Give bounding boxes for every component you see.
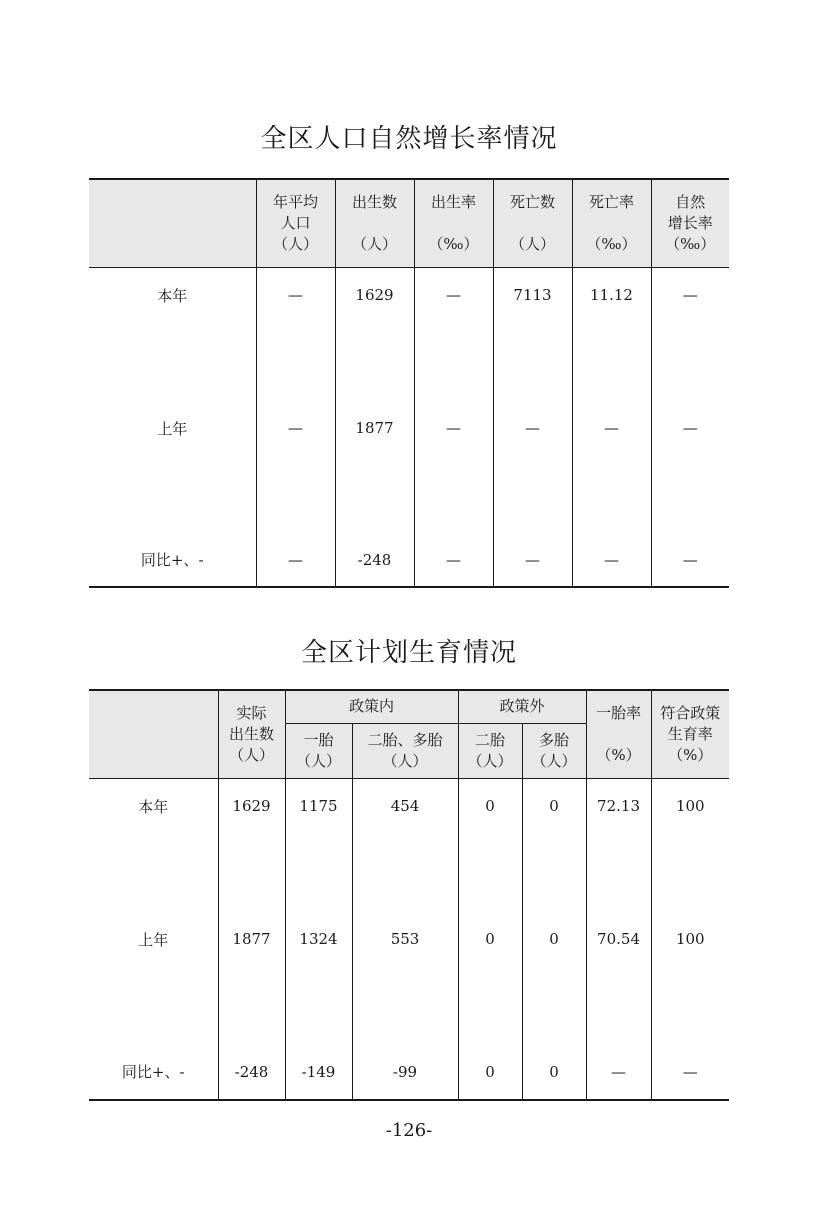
table-row [89, 533, 729, 587]
cell: — [572, 533, 651, 587]
header-deaths: 死亡数 （人） [493, 179, 572, 267]
cell: 1877 [335, 323, 414, 533]
row-label: 本年 [157, 286, 188, 305]
row-label: 本年 [138, 797, 169, 816]
table-row [89, 834, 729, 1044]
cell: 1324 [285, 834, 352, 1044]
table-row [89, 323, 729, 533]
cell: 0 [522, 834, 586, 1044]
cell: 0 [458, 1044, 522, 1100]
header-policy-out: 政策外 [458, 690, 586, 723]
cell: 1877 [218, 834, 285, 1044]
cell: -99 [352, 1044, 458, 1100]
header-policy-in: 政策内 [285, 690, 458, 723]
population-growth-table [89, 178, 729, 588]
cell: 100 [651, 834, 729, 1044]
cell: — [651, 323, 729, 533]
cell: 100 [651, 778, 729, 834]
cell: — [651, 267, 729, 323]
page-number: -126- [385, 1120, 433, 1141]
row-label: 上年 [157, 419, 188, 438]
header-natural-growth-rate: 自然 增长率 （‰） [651, 179, 729, 267]
table-row [89, 778, 729, 834]
row-label: 上年 [138, 930, 169, 949]
cell: 0 [458, 778, 522, 834]
cell: — [493, 323, 572, 533]
header-actual-births: 实际 出生数 （人） [218, 690, 285, 778]
row-label: 同比+、- [140, 551, 204, 569]
cell: — [256, 267, 335, 323]
header-birth-rate: 出生率 （‰） [414, 179, 493, 267]
header-policy-in-first: 一胎 （人） [285, 723, 352, 778]
header-policy-out-second: 二胎 （人） [458, 723, 522, 778]
cell: -248 [218, 1044, 285, 1100]
cell: — [586, 1044, 651, 1100]
cell: 1629 [218, 778, 285, 834]
table1-title: 全区人口自然增长率情况 [260, 124, 558, 154]
header-policy-in-second-multi: 二胎、多胎 （人） [352, 723, 458, 778]
row-label: 同比+、- [121, 1063, 185, 1081]
table-row [89, 1044, 729, 1100]
header-first-child-rate: 一胎率 （%） [586, 690, 651, 778]
cell: — [651, 1044, 729, 1100]
header-death-rate: 死亡率 （‰） [572, 179, 651, 267]
header-births: 出生数 （人） [335, 179, 414, 267]
table-row [89, 267, 729, 323]
header-blank [89, 690, 218, 778]
cell: — [414, 533, 493, 587]
family-planning-table [89, 689, 729, 1101]
cell: — [256, 533, 335, 587]
cell: 72.13 [586, 778, 651, 834]
table2-title: 全区计划生育情况 [300, 638, 517, 668]
cell: — [572, 323, 651, 533]
cell: 70.54 [586, 834, 651, 1044]
cell: — [493, 533, 572, 587]
cell: -248 [335, 533, 414, 587]
cell: 454 [352, 778, 458, 834]
cell: — [414, 267, 493, 323]
cell: — [414, 323, 493, 533]
cell: 1175 [285, 778, 352, 834]
cell: 7113 [493, 267, 572, 323]
cell: — [651, 533, 729, 587]
cell: 0 [458, 834, 522, 1044]
cell: 553 [352, 834, 458, 1044]
header-avg-population: 年平均 人口 （人） [256, 179, 335, 267]
cell: 0 [522, 1044, 586, 1100]
cell: 1629 [335, 267, 414, 323]
cell: 11.12 [572, 267, 651, 323]
cell: 0 [522, 778, 586, 834]
header-compliance-rate: 符合政策 生育率 （%） [651, 690, 729, 778]
cell: — [256, 323, 335, 533]
cell: -149 [285, 1044, 352, 1100]
header-blank [89, 179, 256, 267]
header-policy-out-multi: 多胎 （人） [522, 723, 586, 778]
